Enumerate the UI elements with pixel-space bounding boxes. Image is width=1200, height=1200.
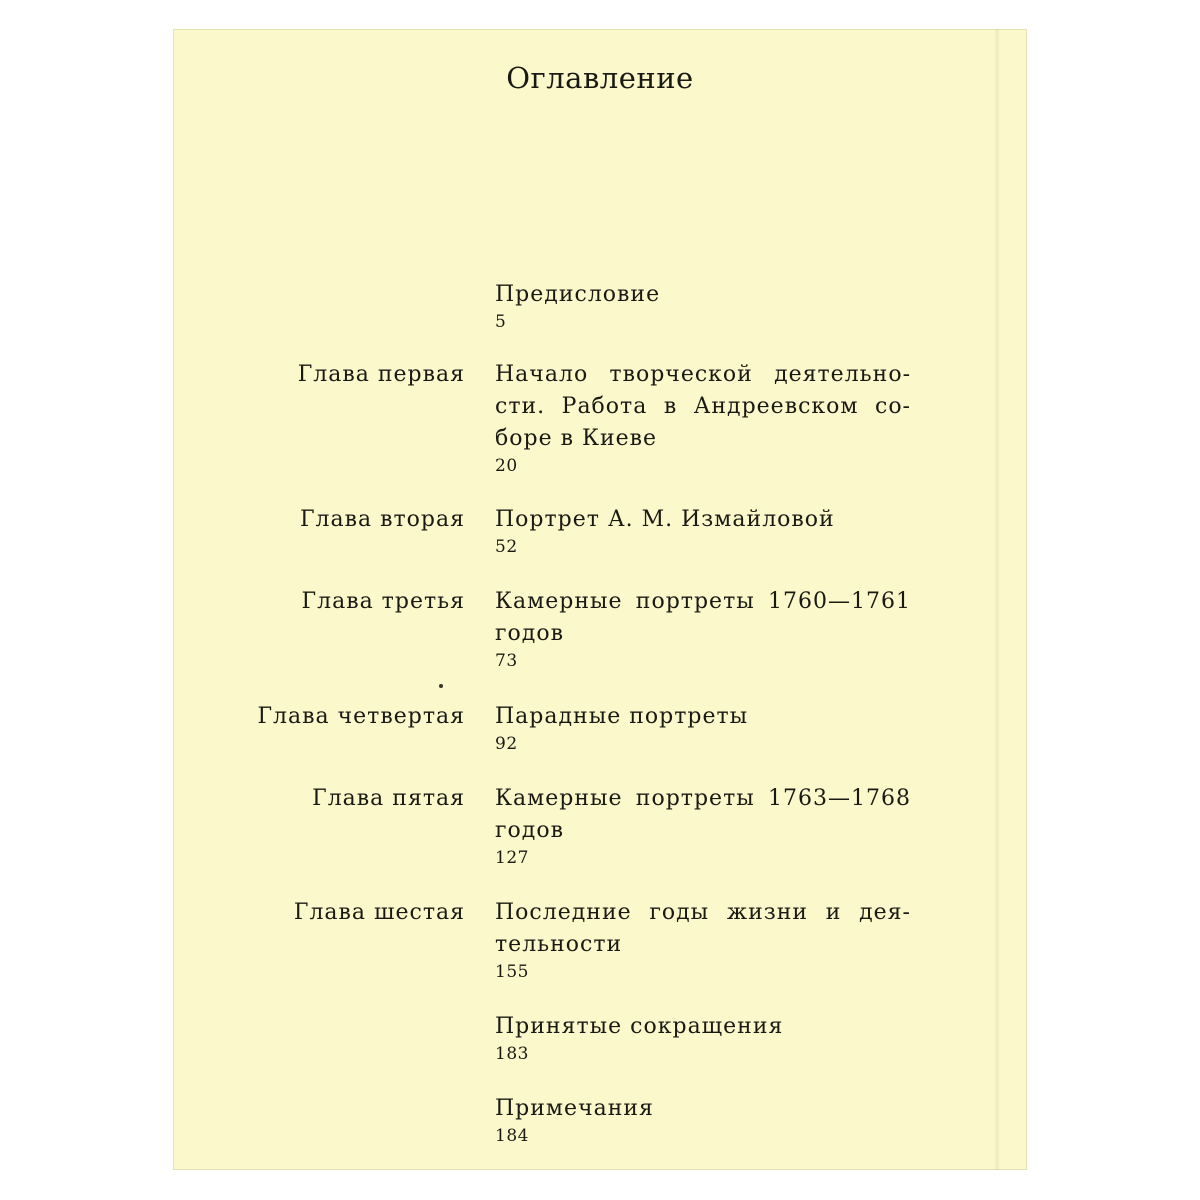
toc-heading-line: Камерные портреты 1763—1768 xyxy=(495,786,911,811)
toc-chapter-label: Глава третья xyxy=(301,589,465,614)
toc-page-number: 92 xyxy=(495,734,518,754)
toc-chapter-label: Глава четвертая xyxy=(257,704,465,729)
toc-heading-line: Принятые сокращения xyxy=(495,1014,784,1039)
toc-heading-line: годов xyxy=(495,818,564,843)
toc-heading xyxy=(495,701,911,757)
toc-page-number: 184 xyxy=(495,1126,529,1146)
toc-chapter-label: Глава вторая xyxy=(299,507,465,532)
toc-heading xyxy=(495,897,911,985)
toc-heading xyxy=(495,586,911,674)
toc-page-number: 127 xyxy=(495,848,529,868)
toc-heading xyxy=(495,1093,911,1149)
toc-heading-line: Примечания xyxy=(495,1096,654,1121)
toc-heading xyxy=(495,359,911,479)
toc-page-number: 20 xyxy=(495,456,518,476)
toc-page-number: 183 xyxy=(495,1044,529,1064)
book-page xyxy=(173,29,1027,1170)
toc-heading-line: Последние годы жизни и дея- xyxy=(495,900,911,925)
toc-heading xyxy=(495,783,911,871)
toc-page-number: 155 xyxy=(495,962,529,982)
page-fold-shadow xyxy=(994,29,1000,1170)
toc-heading xyxy=(495,504,911,560)
toc-chapter-label: Глава шестая xyxy=(293,900,465,925)
toc-heading-line: Начало творческой деятельно- xyxy=(495,362,911,387)
toc-heading-line: Парадные портреты xyxy=(495,704,749,729)
toc-chapter-label: Глава пятая xyxy=(312,786,465,811)
toc-heading-line: Портрет А. М. Измайловой xyxy=(495,507,835,532)
toc-heading-line: сти. Работа в Андреевском со- xyxy=(495,394,911,419)
toc-heading-line: тельности xyxy=(495,932,623,957)
page-title: Оглавление xyxy=(506,61,694,95)
toc-heading-line: Предисловие xyxy=(495,282,661,307)
toc-page-number: 52 xyxy=(495,537,518,557)
toc-heading-line: боре в Киеве xyxy=(495,426,658,451)
paper-speck xyxy=(439,684,443,688)
toc-page-number: 73 xyxy=(495,651,518,671)
toc-page-number: 5 xyxy=(495,312,507,332)
toc-heading-line: годов xyxy=(495,621,564,646)
toc-heading-line: Камерные портреты 1760—1761 xyxy=(495,589,911,614)
toc-heading xyxy=(495,1011,911,1067)
toc-heading xyxy=(495,279,911,335)
toc-chapter-label: Глава первая xyxy=(297,362,465,387)
